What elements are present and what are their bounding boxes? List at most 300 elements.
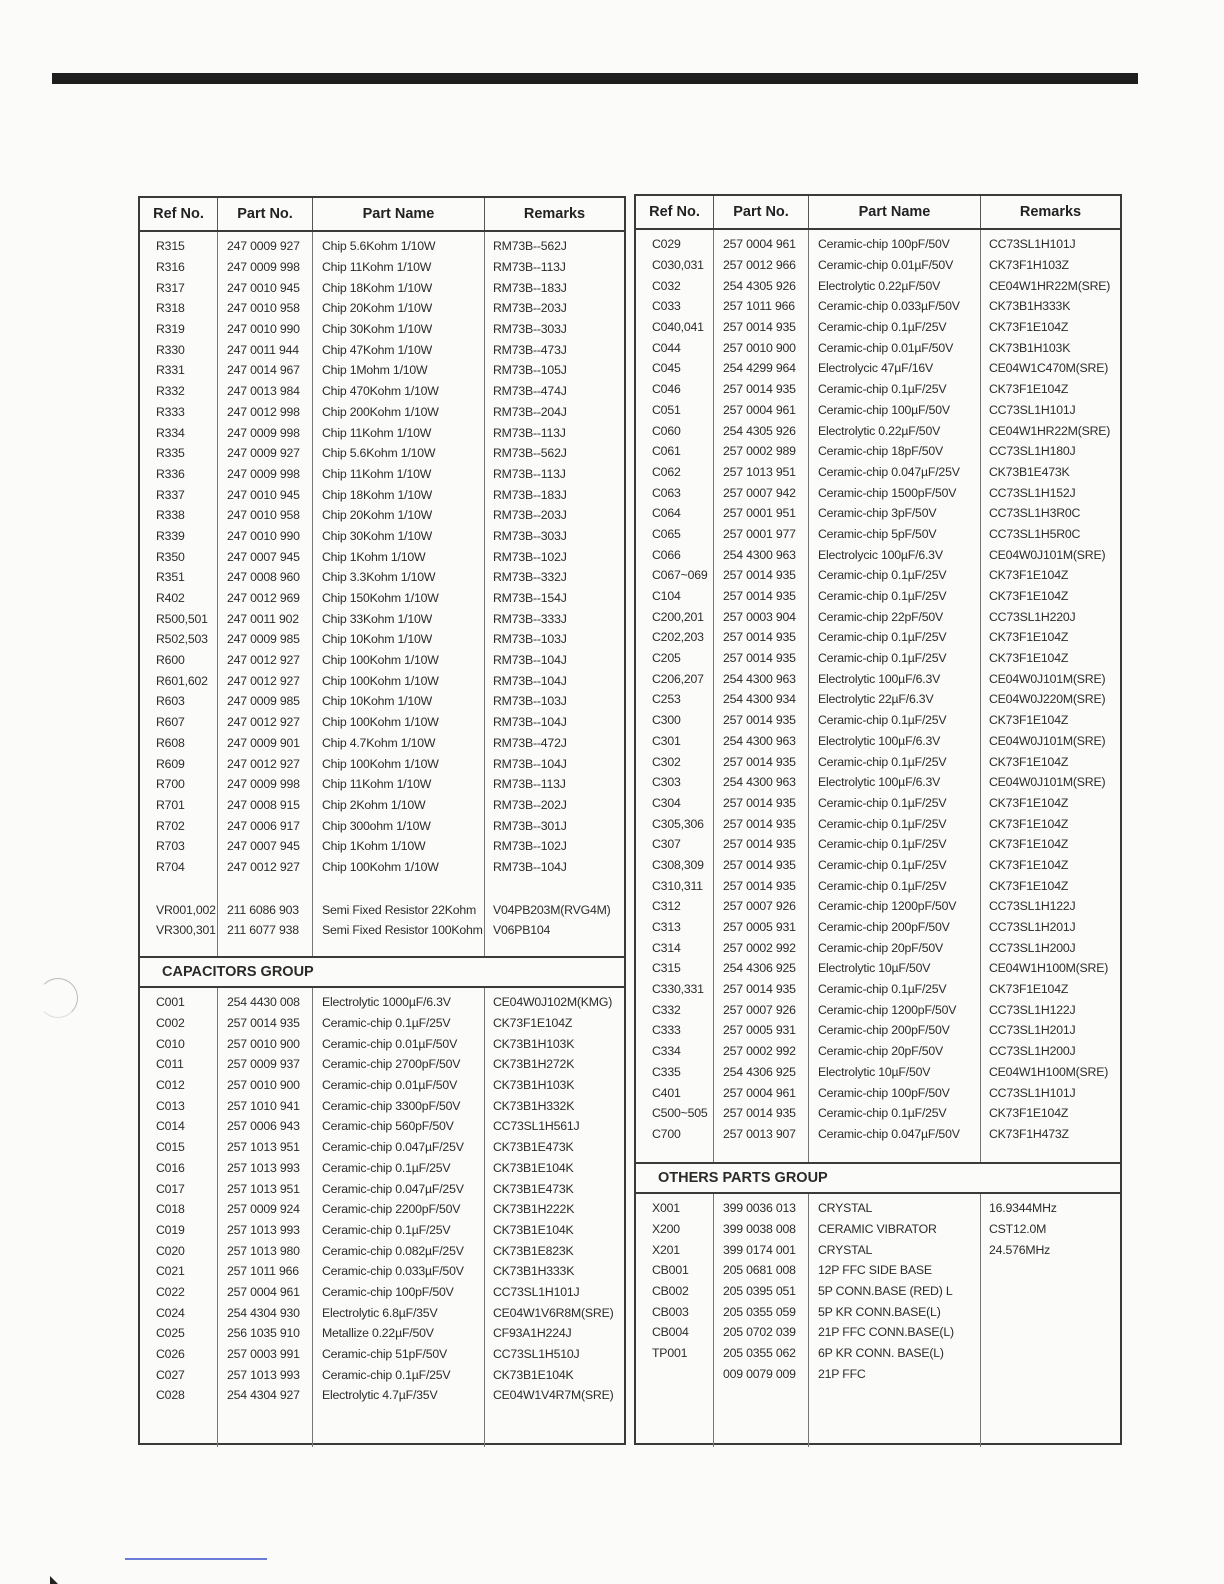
cell-part-name: Electrolytic 0.22µF/50V — [818, 423, 941, 438]
table-row — [636, 1343, 1120, 1364]
cell-part-name: Chip 33Kohm 1/10W — [322, 611, 433, 626]
cell-ref-no: C046 — [652, 382, 681, 397]
cell-part-name: Ceramic-chip 0.1µF/25V — [818, 589, 947, 604]
table-row — [140, 920, 624, 941]
cell-ref-no: R700 — [156, 777, 185, 792]
table-row — [636, 1062, 1120, 1083]
cell-part-no: 254 4304 930 — [227, 1305, 300, 1320]
table-row — [636, 524, 1120, 545]
cell-part-no: 257 0009 937 — [227, 1057, 300, 1072]
cell-part-no: 254 4300 934 — [723, 692, 796, 707]
cell-ref-no: R600 — [156, 653, 185, 668]
cell-ref-no: CB004 — [652, 1325, 689, 1340]
table-row — [636, 1239, 1120, 1260]
cell-part-name: Ceramic-chip 200pF/50V — [818, 1023, 950, 1038]
cell-remarks: CE04W1HR22M(SRE) — [989, 423, 1111, 438]
cell-remarks: CK73F1E104Z — [989, 878, 1069, 893]
cell-remarks: CK73F1E104Z — [989, 713, 1069, 728]
cell-ref-no: C021 — [156, 1264, 185, 1279]
cell-part-name: Ceramic-chip 0.047µF/25V — [322, 1181, 464, 1196]
cell-ref-no: C305,306 — [652, 816, 704, 831]
cell-part-no: 257 1011 966 — [723, 299, 795, 314]
cell-part-name: Ceramic-chip 560pF/50V — [322, 1119, 454, 1134]
cell-ref-no: C014 — [156, 1119, 185, 1134]
cell-part-name: Chip 100Kohm 1/10W — [322, 673, 439, 688]
cell-remarks: CE04W1V6R8M(SRE) — [493, 1305, 614, 1320]
cell-ref-no: R702 — [156, 818, 185, 833]
cell-part-no: 257 0004 961 — [723, 237, 796, 252]
cell-part-no: 257 1013 951 — [723, 464, 796, 479]
cell-remarks: RM73B--113J — [493, 425, 566, 440]
cell-part-no: 247 0012 927 — [227, 859, 300, 874]
cell-part-name: Ceramic-chip 0.01µF/50V — [818, 258, 954, 273]
table-row — [636, 1103, 1120, 1124]
cell-part-name: Electrolytic 6.8µF/35V — [322, 1305, 438, 1320]
cell-part-name: Ceramic-chip 0.1µF/25V — [818, 816, 947, 831]
cell-part-name: Electrolytic 10µF/50V — [818, 1064, 931, 1079]
cell-ref-no: C064 — [652, 506, 681, 521]
cell-part-name: 12P FFC SIDE BASE — [818, 1263, 932, 1278]
table-row — [140, 1302, 624, 1323]
cell-ref-no: C017 — [156, 1181, 185, 1196]
table-row — [140, 588, 624, 609]
header-ref-no: Ref No. — [140, 198, 218, 230]
table-row — [636, 834, 1120, 855]
table-row — [636, 917, 1120, 938]
cell-ref-no: C001 — [156, 995, 185, 1010]
bottom-rule — [125, 1558, 267, 1560]
table-row — [140, 1220, 624, 1241]
cell-part-name: Ceramic-chip 3pF/50V — [818, 506, 937, 521]
cell-remarks: RM73B--301J — [493, 818, 567, 833]
cell-remarks: CE04W0J101M(SRE) — [989, 671, 1106, 686]
cell-ref-no: R317 — [156, 280, 185, 295]
cell-part-name: Chip 100Kohm 1/10W — [322, 756, 439, 771]
cell-part-no: 205 0355 062 — [723, 1346, 796, 1361]
cell-part-no: 247 0014 967 — [227, 363, 300, 378]
cell-part-no: 257 1011 966 — [227, 1264, 299, 1279]
cell-remarks: RM73B--333J — [493, 611, 567, 626]
cell-part-name: Chip 10Kohm 1/10W — [322, 632, 433, 647]
cell-remarks: RM73B--332J — [493, 570, 567, 585]
cell-remarks: CE04W1HR22M(SRE) — [989, 278, 1111, 293]
capacitors-block — [636, 230, 1120, 1162]
cell-part-name: Semi Fixed Resistor 22Kohm — [322, 902, 477, 917]
cell-remarks: RM73B--183J — [493, 280, 567, 295]
cell-part-no: 247 0007 945 — [227, 839, 300, 854]
cell-ref-no: C206,207 — [652, 671, 704, 686]
table-row — [636, 420, 1120, 441]
cell-part-no: 399 0036 013 — [723, 1201, 796, 1216]
table-row — [636, 606, 1120, 627]
table-row — [636, 668, 1120, 689]
cell-part-name: Ceramic-chip 0.1µF/25V — [818, 878, 947, 893]
cell-remarks: CK73F1E104Z — [989, 630, 1069, 645]
table-row — [636, 875, 1120, 896]
cell-remarks: RM73B--102J — [493, 839, 567, 854]
cell-part-no: 257 0010 900 — [227, 1078, 300, 1093]
cell-ref-no: R703 — [156, 839, 185, 854]
cell-ref-no: C024 — [156, 1305, 185, 1320]
cell-part-no: 257 0014 935 — [723, 320, 796, 335]
cell-part-name: Ceramic-chip 22pF/50V — [818, 609, 943, 624]
cell-ref-no: C700 — [652, 1126, 681, 1141]
cell-part-name: Ceramic-chip 100µF/50V — [818, 402, 950, 417]
table-row — [140, 1199, 624, 1220]
cell-ref-no: C315 — [652, 961, 681, 976]
cell-ref-no: C060 — [652, 423, 681, 438]
cell-part-name: Chip 1Kohm 1/10W — [322, 839, 426, 854]
cell-remarks: CC73SL1H561J — [493, 1119, 580, 1134]
cell-ref-no: R603 — [156, 694, 185, 709]
table-row — [636, 958, 1120, 979]
cell-part-no: 257 0014 935 — [227, 1016, 300, 1031]
cell-part-name: Chip 5.6Kohm 1/10W — [322, 239, 436, 254]
cell-part-name: Electrolytic 100µF/6.3V — [818, 733, 941, 748]
table-row — [636, 337, 1120, 358]
cell-part-no: 257 0007 942 — [723, 485, 796, 500]
cell-remarks: CK73B1E104K — [493, 1160, 574, 1175]
table-row — [140, 1033, 624, 1054]
cell-remarks: RM73B--474J — [493, 384, 567, 399]
cell-ref-no: C307 — [652, 837, 681, 852]
cell-part-no: 257 1013 980 — [227, 1243, 300, 1258]
cell-remarks: RM73B--303J — [493, 322, 567, 337]
cell-ref-no: C253 — [652, 692, 681, 707]
cell-ref-no: C334 — [652, 1044, 681, 1059]
table-row — [140, 443, 624, 464]
cell-part-name: Chip 200Kohm 1/10W — [322, 404, 439, 419]
cell-part-no: 247 0012 998 — [227, 404, 300, 419]
cell-remarks: RM73B--154J — [493, 591, 567, 606]
cell-part-no: 257 0005 931 — [723, 920, 796, 935]
cell-part-name: Ceramic-chip 0.082µF/25V — [322, 1243, 464, 1258]
cell-part-no: 257 0002 992 — [723, 1044, 796, 1059]
cell-part-name: Chip 30Kohm 1/10W — [322, 322, 433, 337]
cell-part-no: 254 4300 963 — [723, 775, 796, 790]
cell-remarks: CC73SL1H122J — [989, 899, 1076, 914]
cell-ref-no: X200 — [652, 1222, 680, 1237]
cell-remarks: CE04W1V4R7M(SRE) — [493, 1388, 614, 1403]
cell-ref-no: C033 — [652, 299, 681, 314]
cell-remarks: RM73B--562J — [493, 239, 567, 254]
cell-part-no: 254 4300 963 — [723, 733, 796, 748]
cell-part-no: 247 0009 985 — [227, 694, 300, 709]
cell-ref-no: C045 — [652, 361, 681, 376]
cell-remarks: CK73B1E104K — [493, 1367, 574, 1382]
cell-part-name: Ceramic-chip 3300pF/50V — [322, 1098, 461, 1113]
table-row — [140, 795, 624, 816]
cell-remarks: RM73B--102J — [493, 549, 567, 564]
cell-remarks: RM73B--104J — [493, 715, 567, 730]
cell-remarks: CC73SL1H152J — [989, 485, 1076, 500]
cell-remarks: RM73B--103J — [493, 632, 567, 647]
table-row — [636, 1198, 1120, 1219]
cell-remarks: CC73SL1H101J — [989, 1085, 1076, 1100]
cell-remarks: RM73B--104J — [493, 756, 567, 771]
table-row — [636, 503, 1120, 524]
table-row — [140, 546, 624, 567]
cell-part-name: Ceramic-chip 0.1µF/25V — [322, 1222, 451, 1237]
cell-part-name: Electrolycic 47µF/16V — [818, 361, 933, 376]
table-row — [140, 1137, 624, 1158]
table-row — [636, 855, 1120, 876]
cell-remarks: CK73F1H103Z — [989, 258, 1069, 273]
cell-part-no: 256 1035 910 — [227, 1326, 300, 1341]
cell-remarks: CC73SL1H180J — [989, 444, 1076, 459]
cell-remarks: CK73F1E104Z — [989, 320, 1069, 335]
cell-part-name: Electrolytic 1000µF/6.3V — [322, 995, 451, 1010]
header-part-name: Part Name — [809, 196, 981, 228]
cell-ref-no: R607 — [156, 715, 185, 730]
cell-part-no: 254 4305 926 — [723, 278, 796, 293]
cell-part-no: 247 0006 917 — [227, 818, 300, 833]
cell-part-name: Chip 1Kohm 1/10W — [322, 549, 426, 564]
table-row — [140, 1261, 624, 1282]
capacitors-group-title: CAPACITORS GROUP — [140, 956, 624, 988]
cell-part-no: 257 0004 961 — [227, 1284, 300, 1299]
cell-ref-no: C301 — [652, 733, 681, 748]
parts-table-right — [634, 194, 1122, 1445]
cell-ref-no: C018 — [156, 1202, 185, 1217]
cell-ref-no: X001 — [652, 1201, 680, 1216]
cell-part-no: 247 0012 927 — [227, 715, 300, 730]
table-row — [140, 464, 624, 485]
cell-ref-no: C022 — [156, 1284, 185, 1299]
cell-remarks: RM73B--113J — [493, 466, 566, 481]
table-row — [140, 1240, 624, 1261]
cell-ref-no: R336 — [156, 466, 185, 481]
table-row — [140, 992, 624, 1013]
cell-part-name: Chip 470Kohm 1/10W — [322, 384, 439, 399]
cell-ref-no: C401 — [652, 1085, 681, 1100]
table-row — [140, 1054, 624, 1075]
cell-part-name: Ceramic-chip 0.1µF/25V — [818, 713, 947, 728]
table-row — [140, 381, 624, 402]
cell-ref-no: C104 — [652, 589, 681, 604]
table-row — [140, 1095, 624, 1116]
cell-part-no: 257 0007 926 — [723, 1002, 796, 1017]
table-row — [140, 774, 624, 795]
cell-remarks: RM73B--103J — [493, 694, 567, 709]
cell-remarks: CK73F1H473Z — [989, 1126, 1069, 1141]
cell-part-name: Chip 11Kohm 1/10W — [322, 425, 432, 440]
cell-ref-no: C308,309 — [652, 857, 704, 872]
cell-ref-no: C051 — [652, 402, 681, 417]
cell-remarks: CK73F1E104Z — [989, 837, 1069, 852]
cell-part-no: 247 0009 927 — [227, 446, 300, 461]
table-row — [140, 1158, 624, 1179]
cell-part-no: 257 0014 935 — [723, 713, 796, 728]
cell-part-no: 254 4430 008 — [227, 995, 300, 1010]
cell-ref-no: R316 — [156, 260, 185, 275]
cell-ref-no: C026 — [156, 1347, 185, 1362]
cell-ref-no: R338 — [156, 508, 185, 523]
cell-remarks: CC73SL1H3R0C — [989, 506, 1081, 521]
table-row — [140, 670, 624, 691]
table-row — [636, 462, 1120, 483]
header-ref-no: Ref No. — [636, 196, 714, 228]
cell-part-no: 247 0009 998 — [227, 466, 300, 481]
table-row — [140, 650, 624, 671]
cell-part-no: 254 4300 963 — [723, 671, 796, 686]
cell-part-name: Chip 100Kohm 1/10W — [322, 859, 439, 874]
cell-ref-no: R609 — [156, 756, 185, 771]
cell-part-name: Chip 30Kohm 1/10W — [322, 528, 433, 543]
cell-part-no: 257 0014 935 — [723, 857, 796, 872]
table-row — [140, 1116, 624, 1137]
table-row — [140, 484, 624, 505]
table-row — [636, 255, 1120, 276]
cell-part-name: Electrolytic 22µF/6.3V — [818, 692, 934, 707]
cell-ref-no: R339 — [156, 528, 185, 543]
cell-part-no: 247 0009 985 — [227, 632, 300, 647]
cell-ref-no: C065 — [652, 526, 681, 541]
table-row — [140, 402, 624, 423]
cell-part-name: Chip 1Mohm 1/10W — [322, 363, 428, 378]
cell-part-name: Chip 20Kohm 1/10W — [322, 301, 433, 316]
cell-ref-no: R601,602 — [156, 673, 208, 688]
cell-remarks: RM73B--104J — [493, 859, 567, 874]
cell-ref-no: R351 — [156, 570, 185, 585]
cell-ref-no: C205 — [652, 651, 681, 666]
table-row — [636, 689, 1120, 710]
cell-ref-no: R319 — [156, 322, 185, 337]
table-row — [636, 296, 1120, 317]
cell-ref-no: X201 — [652, 1242, 680, 1257]
cell-ref-no: C002 — [156, 1016, 185, 1031]
cell-part-name: Ceramic-chip 0.1µF/25V — [818, 857, 947, 872]
table-row — [636, 1041, 1120, 1062]
cell-part-name: Ceramic-chip 0.1µF/25V — [818, 982, 947, 997]
table-row — [636, 565, 1120, 586]
cell-remarks: CK73B1H103K — [493, 1036, 575, 1051]
cell-part-name: Ceramic-chip 2700pF/50V — [322, 1057, 461, 1072]
table-row — [636, 1301, 1120, 1322]
table-row — [636, 1124, 1120, 1145]
cell-part-name: Ceramic-chip 18pF/50V — [818, 444, 943, 459]
cell-ref-no: C330,331 — [652, 982, 704, 997]
cell-ref-no: C314 — [652, 940, 681, 955]
cell-part-no: 247 0012 927 — [227, 673, 300, 688]
cell-ref-no: C062 — [652, 464, 681, 479]
cell-remarks: CK73B1H222K — [493, 1202, 575, 1217]
cell-ref-no: C027 — [156, 1367, 185, 1382]
cell-part-name: Chip 4.7Kohm 1/10W — [322, 735, 436, 750]
cell-part-name: Ceramic-chip 0.1µF/25V — [818, 382, 947, 397]
cell-part-name: CERAMIC VIBRATOR — [818, 1222, 937, 1237]
capacitor-rows — [636, 230, 1120, 1144]
table-row — [140, 857, 624, 878]
cell-remarks: CK73F1E104Z — [989, 651, 1069, 666]
cell-ref-no: C335 — [652, 1064, 681, 1079]
cell-part-name: Ceramic-chip 1200pF/50V — [818, 899, 957, 914]
cell-remarks: RM73B--104J — [493, 673, 567, 688]
cell-part-name: 21P FFC CONN.BASE(L) — [818, 1325, 954, 1340]
cell-ref-no: C304 — [652, 795, 681, 810]
table-row — [636, 234, 1120, 255]
cell-ref-no: R335 — [156, 446, 185, 461]
cell-part-no: 254 4306 925 — [723, 961, 796, 976]
cell-remarks: 16.9344MHz — [989, 1201, 1057, 1216]
cell-part-name: Ceramic-chip 51pF/50V — [322, 1347, 447, 1362]
cell-part-no: 257 0014 935 — [723, 651, 796, 666]
cell-part-name: Chip 3.3Kohm 1/10W — [322, 570, 436, 585]
cell-remarks: CK73F1E104Z — [493, 1016, 573, 1031]
cell-remarks: CE04W0J102M(KMG) — [493, 995, 613, 1010]
cell-part-name: Electrolycic 100µF/6.3V — [818, 547, 943, 562]
cell-part-no: 257 0014 935 — [723, 1106, 796, 1121]
cell-remarks: RM73B--473J — [493, 342, 567, 357]
cell-remarks: CK73F1E104Z — [989, 982, 1069, 997]
table-header — [140, 198, 624, 232]
cell-part-name: Ceramic-chip 0.1µF/25V — [818, 320, 947, 335]
cell-part-name: Electrolytic 0.22µF/50V — [818, 278, 941, 293]
cell-part-name: CRYSTAL — [818, 1242, 873, 1257]
table-row — [636, 710, 1120, 731]
cell-ref-no: R337 — [156, 487, 185, 502]
table-row — [636, 379, 1120, 400]
cell-remarks: V04PB203M(RVG4M) — [493, 902, 611, 917]
cell-part-no: 257 0014 935 — [723, 568, 796, 583]
table-row — [140, 298, 624, 319]
cell-part-no: 399 0038 008 — [723, 1222, 796, 1237]
cell-remarks: CE04W0J101M(SRE) — [989, 733, 1106, 748]
cell-part-name: 21P FFC — [818, 1366, 866, 1381]
table-row — [140, 1364, 624, 1385]
cell-part-no: 247 0012 927 — [227, 756, 300, 771]
cell-ref-no: R402 — [156, 591, 185, 606]
cell-ref-no: C028 — [156, 1388, 185, 1403]
cell-ref-no: R334 — [156, 425, 185, 440]
cell-remarks: CK73B1E473K — [989, 464, 1070, 479]
cell-remarks: CK73B1E823K — [493, 1243, 574, 1258]
cell-part-name: Chip 2Kohm 1/10W — [322, 797, 426, 812]
table-row — [140, 319, 624, 340]
table-row — [140, 526, 624, 547]
cell-part-name: Ceramic-chip 100pF/50V — [818, 237, 950, 252]
cell-remarks: CC73SL1H101J — [989, 402, 1076, 417]
cell-part-name: Ceramic-chip 2200pF/50V — [322, 1202, 461, 1217]
cell-part-name: Chip 11Kohm 1/10W — [322, 466, 432, 481]
others-rows — [636, 1194, 1120, 1384]
table-row — [140, 691, 624, 712]
cell-remarks: V06PB104 — [493, 923, 551, 938]
cell-remarks: RM73B--113J — [493, 260, 566, 275]
cell-part-name: 5P KR CONN.BASE(L) — [818, 1304, 941, 1319]
cell-ref-no: C015 — [156, 1140, 185, 1155]
cell-ref-no: VR001,002 — [156, 902, 216, 917]
cell-part-name: Ceramic-chip 0.1µF/25V — [818, 568, 947, 583]
cell-part-no: 257 0014 935 — [723, 795, 796, 810]
table-row — [140, 1075, 624, 1096]
cell-ref-no: R502,503 — [156, 632, 208, 647]
cell-part-no: 247 0009 998 — [227, 425, 300, 440]
cell-part-no: 247 0010 958 — [227, 508, 300, 523]
table-row — [140, 712, 624, 733]
cell-part-no: 205 0702 039 — [723, 1325, 796, 1340]
cell-part-no: 257 0005 931 — [723, 1023, 796, 1038]
table-row — [140, 836, 624, 857]
cell-remarks: RM73B--202J — [493, 797, 567, 812]
table-row — [140, 422, 624, 443]
cell-ref-no: C010 — [156, 1036, 185, 1051]
cell-part-name: Electrolytic 10µF/50V — [818, 961, 931, 976]
table-row — [636, 979, 1120, 1000]
cell-ref-no: R333 — [156, 404, 185, 419]
cell-remarks: CK73B1H332K — [493, 1098, 575, 1113]
cell-part-name: Chip 11Kohm 1/10W — [322, 260, 432, 275]
